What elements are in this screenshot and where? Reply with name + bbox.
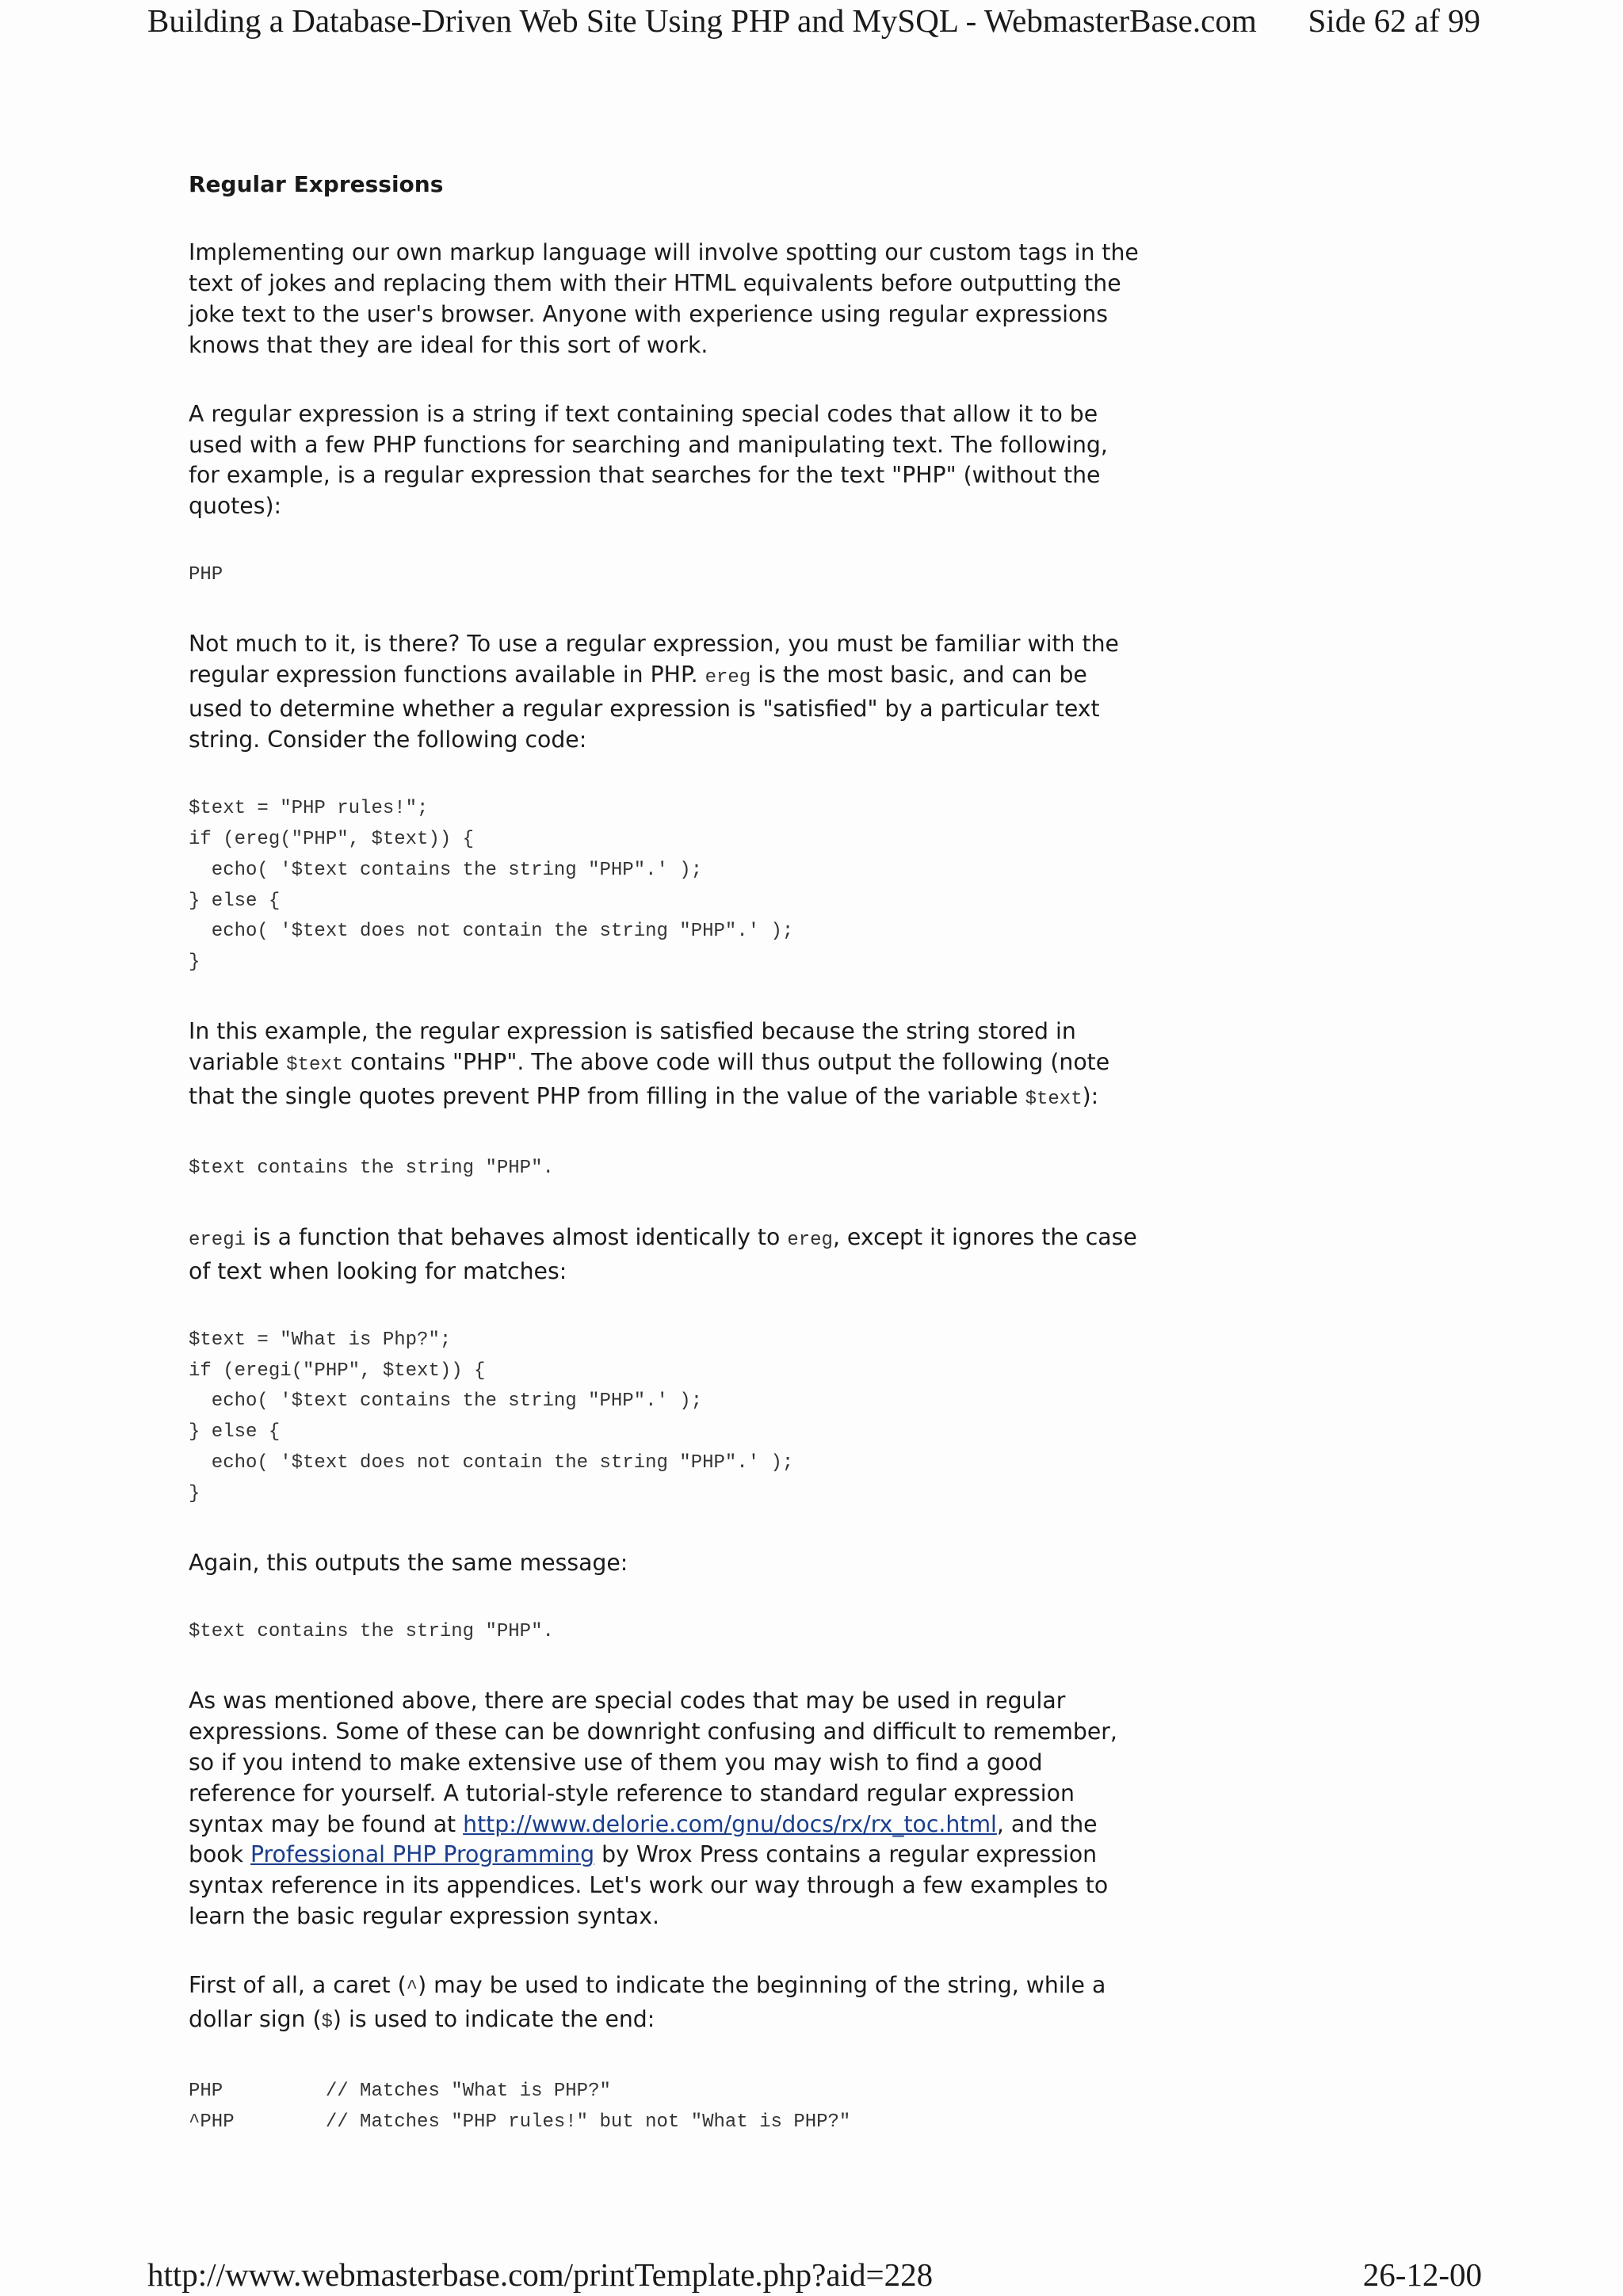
code-block-php: PHP [189, 564, 223, 586]
code-block-output-2: $text contains the string "PHP". [189, 1621, 554, 1642]
page-number: Side 62 af 99 [1308, 2, 1480, 39]
paragraph-special-codes [189, 1686, 1140, 1932]
text-span: by Wrox Press contains a regular expression syntax reference in its appendices. Let's work our way through a few examples to learn the basic regular expression syntax. [189, 1841, 1109, 1930]
text-span: As was mentioned above, there are special codes that may be used in regular expressions. Some of these can be downright confusing and difficult to remember, so if you intend to make extensive use of them you may wish to find a good reference for yourself. A tutorial-style reference to standard regular expression syntax may be found at [189, 1687, 1117, 1837]
text-span: is a function that behaves almost identically to [246, 1223, 788, 1250]
inline-code: $ [321, 2012, 333, 2034]
link-professional-php-book[interactable]: Professional PHP Programming [250, 1841, 595, 1868]
text-span: , except it ignores the case of text when looking for matches: [189, 1223, 1137, 1284]
inline-code: eregi [189, 1229, 246, 1251]
code-block-ereg-example: $text = "PHP rules!"; if (ereg("PHP", $text)) { echo( '$text contains the string "PHP".' ); } else { echo( '$text does not contain the string "PHP".' ); } [189, 797, 794, 974]
article-body [189, 169, 1140, 2176]
text-span: contains "PHP". The above code will thus output the following (note that the single quotes prevent PHP from filling in the value of the variable [189, 1049, 1110, 1110]
section-heading: Regular Expressions [189, 171, 444, 197]
inline-code: $text [1025, 1089, 1083, 1111]
inline-code: ereg [787, 1229, 833, 1251]
link-regex-reference[interactable]: http://www.delorie.com/gnu/docs/rx/rx_toc.html [463, 1810, 997, 1837]
inline-code: ereg [705, 667, 751, 689]
text-span: Not much to it, is there? To use a regular expression, you must be familiar with the regular expression functions available in PHP. [189, 631, 1119, 688]
text-span: ) may be used to indicate the beginning of the string, while a dollar sign ( [189, 1972, 1106, 2033]
page-footer-date: 26-12-00 [1362, 2256, 1482, 2293]
text-span: ) is used to indicate the end: [332, 2006, 655, 2033]
paragraph-eregi [189, 1222, 1140, 1287]
inline-code: $text [286, 1055, 344, 1077]
paragraph-intro: Implementing our own markup language will involve spotting our custom tags in the text of jokes and replacing them with their HTML equivalents before outputting the joke text to the user's browser. Anyone with experience using regular expressions knows that they are ideal for this sort of work. [189, 239, 1139, 358]
text-span: First of all, a caret ( [189, 1972, 407, 1999]
text-span: , and the book [189, 1810, 1098, 1868]
text-span: ): [1082, 1083, 1099, 1110]
code-block-output: $text contains the string "PHP". [189, 1157, 554, 1179]
code-block-eregi-example: $text = "What is Php?"; if (eregi("PHP", $text)) { echo( '$text contains the string "PHP".' ); } else { echo( '$text does not contain the string "PHP".' ); } [189, 1329, 794, 1505]
text-span: is the most basic, and can be used to determine whether a regular expression is "satisfied" by a particular text string. Consider the following code: [189, 662, 1100, 753]
paragraph-regex-definition: A regular expression is a string if text containing special codes that allow it to be used with a few PHP functions for searching and manipulating text. The following, for example, is a regular expression that searches for the text "PHP" (without the quotes): [189, 400, 1108, 520]
paragraph-caret-dollar [189, 1970, 1140, 2039]
page-header-title: Building a Database-Driven Web Site Using PHP and MySQL - WebmasterBase.com [147, 2, 1257, 39]
paragraph-same-message: Again, this outputs the same message: [189, 1550, 628, 1577]
paragraph-ereg [189, 629, 1140, 756]
code-block-anchors: PHP // Matches "What is PHP?" ^PHP // Matches "PHP rules!" but not "What is PHP?" [189, 2080, 851, 2133]
inline-code: ^ [406, 1978, 418, 2000]
text-span: In this example, the regular expression is satisfied because the string stored in variable [189, 1018, 1076, 1076]
page-footer-url: http://www.webmasterbase.com/printTemplate.php?aid=228 [147, 2256, 934, 2293]
paragraph-example-explanation [189, 1016, 1140, 1116]
